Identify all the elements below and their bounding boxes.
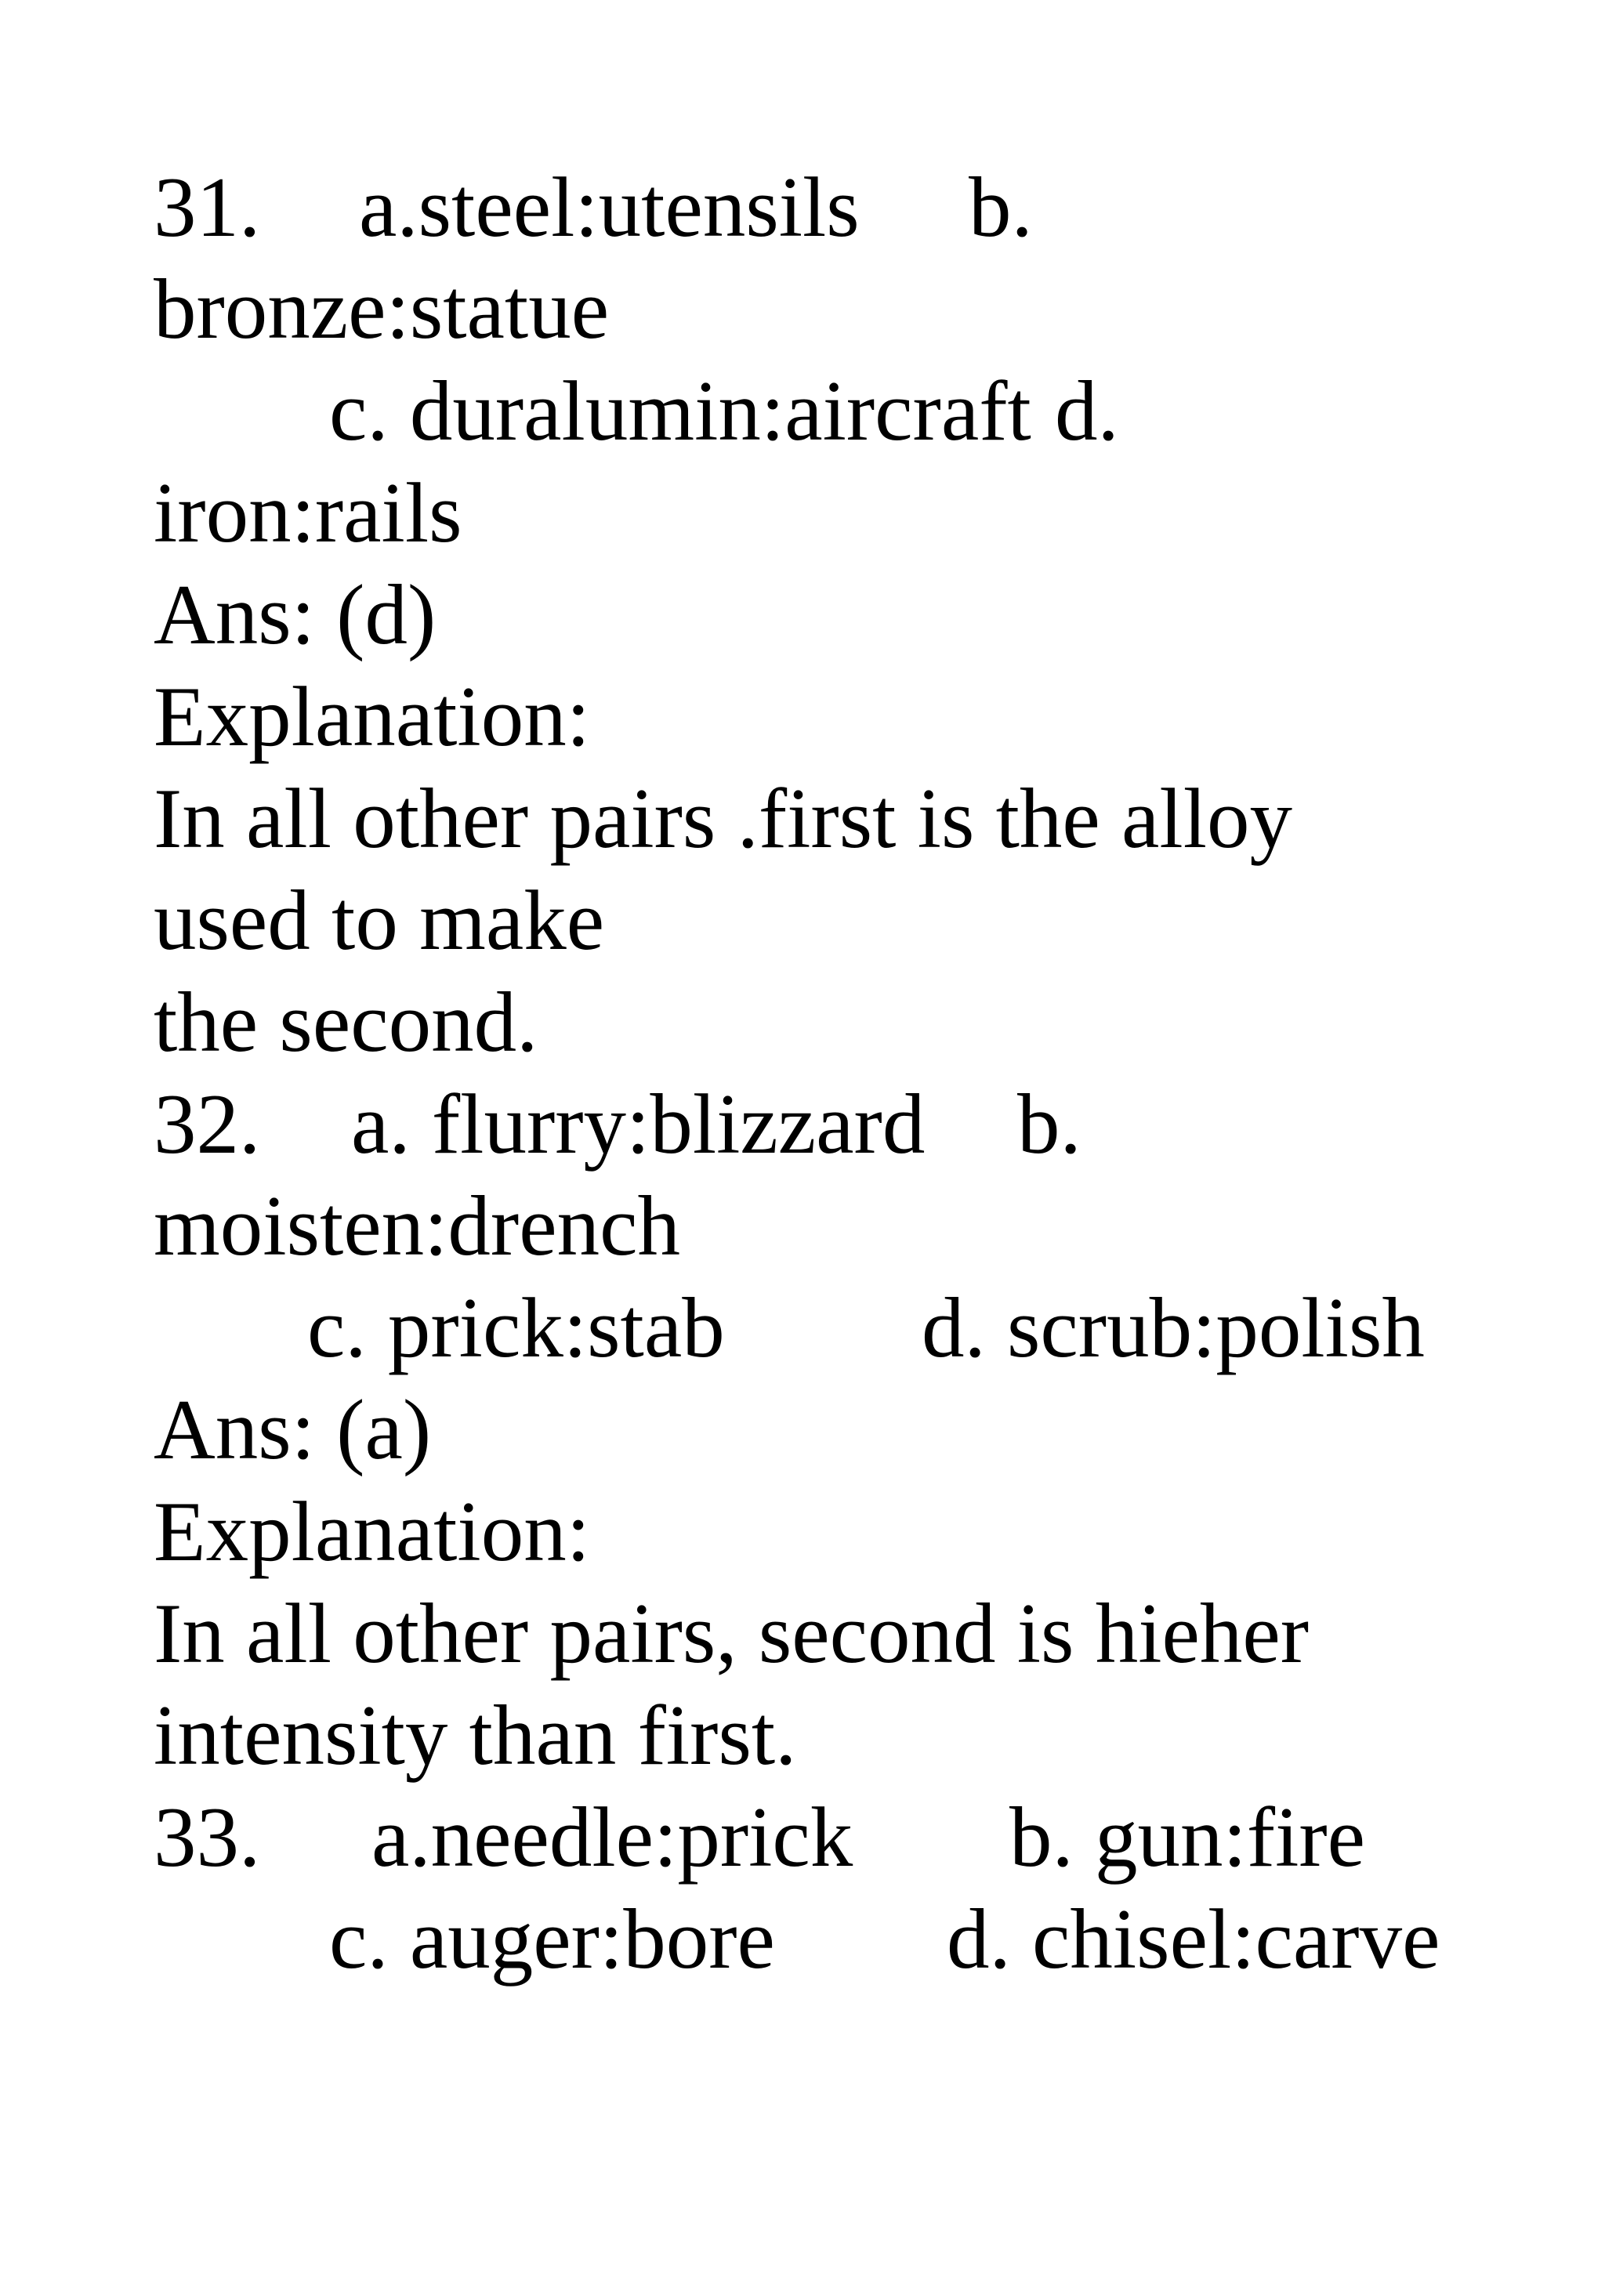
q32-explanation-line: In all other pairs, second is hieher xyxy=(154,1586,1310,1681)
q31-explanation-line: the second. xyxy=(154,975,538,1070)
q33-option-c: c. auger:bore xyxy=(329,1892,775,1986)
q32-option-c: c. prick:stab xyxy=(307,1280,725,1375)
q32-answer: Ans: (a) xyxy=(154,1382,432,1477)
q31-explanation-label: Explanation: xyxy=(154,669,590,764)
q31-option-d: iron:rails xyxy=(154,465,462,560)
q31-explanation-line: In all other pairs .first is the alloy xyxy=(154,771,1292,866)
q33-option-row-1 xyxy=(154,1787,1366,1889)
q31-number: 31. xyxy=(154,160,261,255)
q31-option-c: c. duralumin:aircraft xyxy=(329,364,1031,458)
q31-answer: Ans: (d) xyxy=(154,567,437,662)
q31-option-d-text-row xyxy=(154,462,462,564)
q33-option-row-2 xyxy=(154,1889,1440,1990)
q32-option-row-2 xyxy=(154,1277,1425,1379)
q32-option-d: d. scrub:polish xyxy=(922,1280,1425,1375)
q32-option-b-label: b. xyxy=(1017,1077,1081,1172)
q32-option-a: a. flurry:blizzard xyxy=(351,1077,926,1172)
q31-option-row-2 xyxy=(154,360,1119,462)
q31-option-b-label: b. xyxy=(969,160,1033,255)
q31-option-a: a.steel:utensils xyxy=(359,160,860,255)
q32-explanation-line: intensity than first. xyxy=(154,1688,797,1783)
q32-option-b: moisten:drench xyxy=(154,1179,680,1273)
q32-number: 32. xyxy=(154,1077,261,1172)
q33-option-d: d. chisel:carve xyxy=(947,1892,1440,1986)
q31-option-b: bronze:statue xyxy=(154,262,610,357)
q33-number: 33. xyxy=(154,1790,261,1885)
q31-option-row-1 xyxy=(154,157,1033,259)
q32-option-row-1 xyxy=(154,1074,1081,1175)
q31-option-b-text-row xyxy=(154,259,610,360)
q32-explanation-label: Explanation: xyxy=(154,1484,590,1579)
q31-explanation-line: used to make xyxy=(154,873,605,968)
q31-option-d-label: d. xyxy=(1055,364,1119,458)
q33-option-b: b. gun:fire xyxy=(1009,1790,1366,1885)
q33-option-a: a.needle:prick xyxy=(371,1790,853,1885)
q32-option-b-text-row xyxy=(154,1175,680,1277)
